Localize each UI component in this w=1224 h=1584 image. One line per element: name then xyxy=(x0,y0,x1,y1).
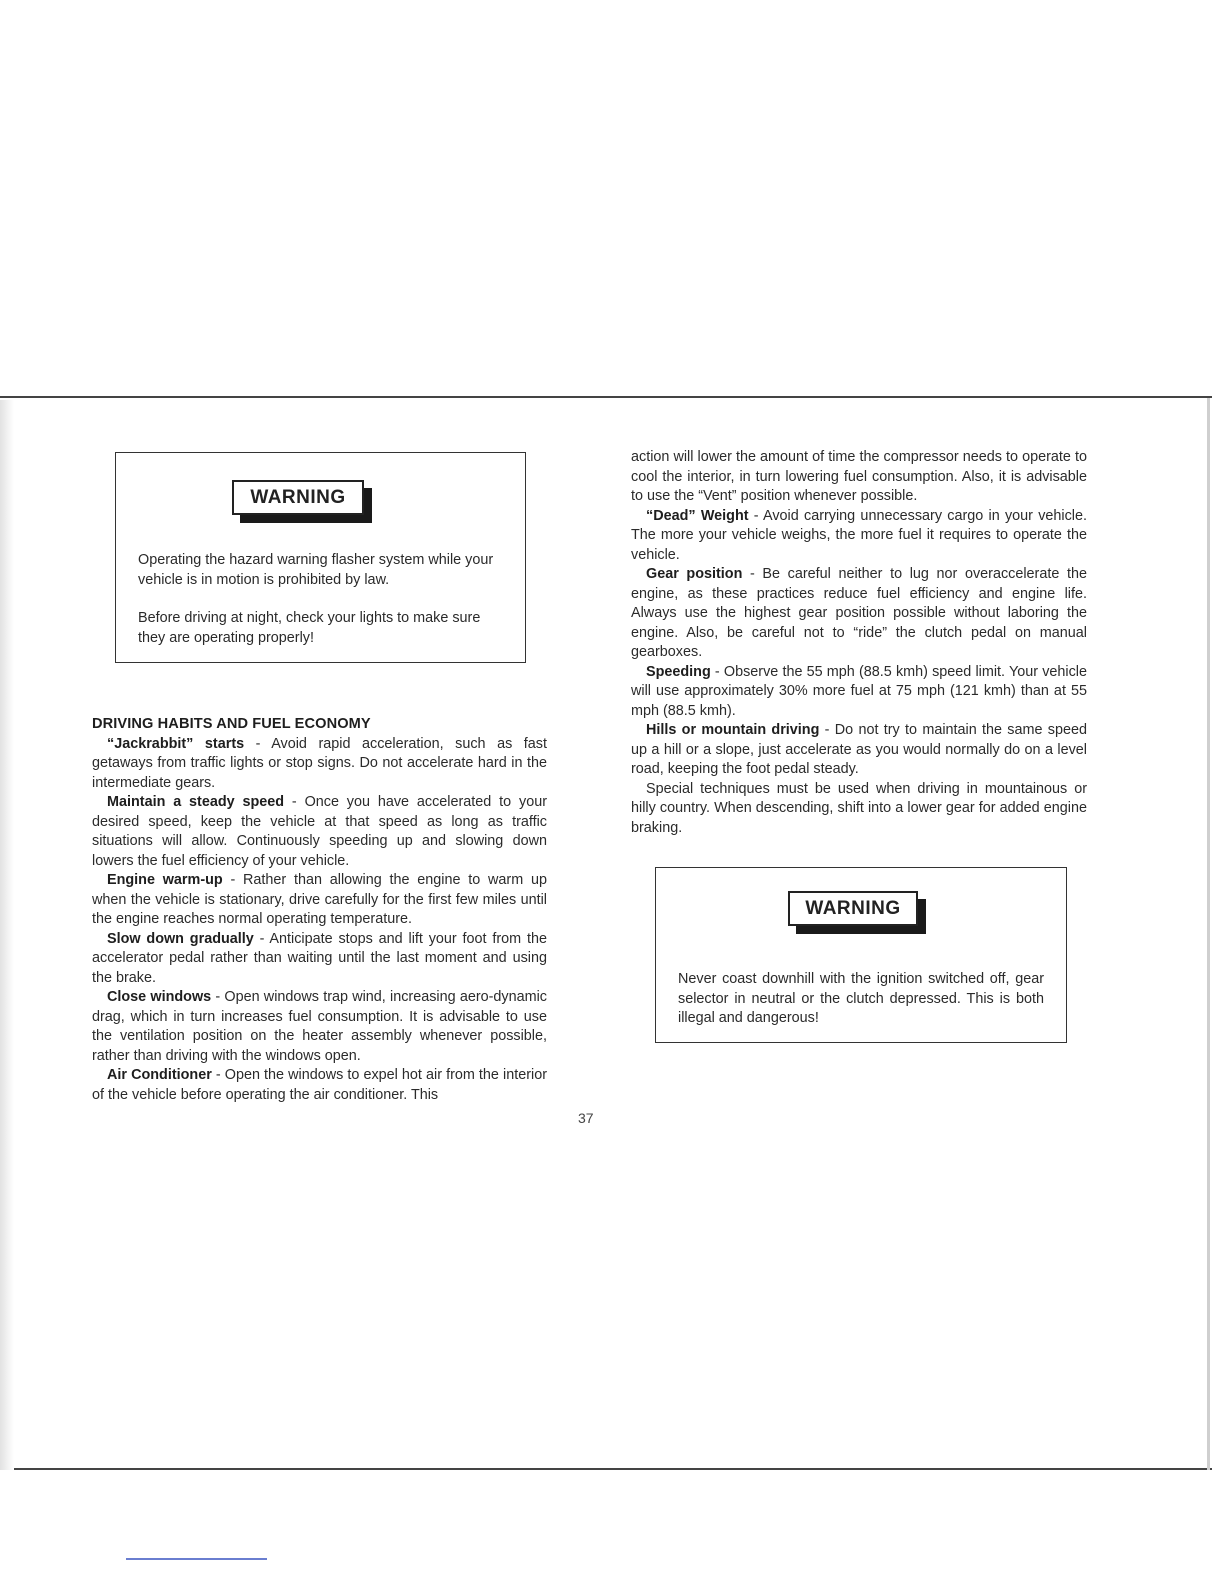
paragraph-dead-weight xyxy=(631,507,1087,566)
warning-text-coasting: Never coast downhill with the ignition switched off, gear selector in neutral or the clutch depressed. This is both illegal and dangerous! xyxy=(678,971,1044,1026)
term-label: “Jackrabbit” starts xyxy=(107,735,245,752)
footer-line xyxy=(126,1558,267,1560)
paragraph-body: - Anticipate stops and lift your foot from the accelerator pedal rather than waiting until the last moment and using the brake. xyxy=(92,930,547,986)
page-number: 37 xyxy=(578,1110,594,1126)
paragraph-slow-down xyxy=(92,930,547,989)
paragraph-body: - Rather than allowing the engine to warm up when the vehicle is stationary, drive carefully for the first few miles until the engine reaches normal operating temperature. xyxy=(92,872,547,927)
paragraph-body: - Avoid carrying unnecessary cargo in your vehicle. The more your vehicle weighs, the more fuel it requires to operate the vehicle. xyxy=(631,507,1087,563)
page-edge-right xyxy=(1207,398,1210,1470)
paragraph-body: - Observe the 55 mph (88.5 kmh) speed limit. Your vehicle will use approximately 30% more fuel at 75 mph (121 kmh) than at 55 mph (88.5 kmh). xyxy=(631,663,1087,719)
term-label: Air Conditioner xyxy=(107,1067,212,1083)
warning-badge: WARNING xyxy=(232,480,364,515)
term-label: Speeding xyxy=(646,663,711,680)
term-label: Maintain a steady speed xyxy=(107,794,285,810)
paragraph-gear-position xyxy=(631,565,1087,663)
left-column xyxy=(92,715,547,1105)
warning-box-hazard-lights xyxy=(115,452,526,663)
term-label: Slow down gradually xyxy=(107,930,254,947)
paragraph-body: - Open windows trap wind, increasing aero-dynamic drag, which in turn increases fuel consumption. It is advisable to use the ventilation position on the heater assembly whenever possible, rather than driving with the windows open. xyxy=(92,989,547,1064)
top-rule xyxy=(0,396,1212,398)
paragraph-continuation: action will lower the amount of time the compressor needs to operate to cool the interior, in turn lowering fuel consumption. Also, it is advisable to use the “Vent” position whenever possible. xyxy=(631,449,1087,504)
term-label: Engine warm-up xyxy=(107,872,223,888)
warning-text-hazard: Operating the hazard warning flasher system while your vehicle is in motion is prohibited by law. xyxy=(138,552,494,588)
paragraph-special-techniques: Special techniques must be used when driving in mountainous or hilly country. When descending, shift into a lower gear for added engine braking. xyxy=(631,780,1087,836)
term-label: “Dead” Weight xyxy=(646,507,749,524)
paragraph-engine-warm-up xyxy=(92,871,547,930)
page-edge-left xyxy=(0,400,14,1470)
term-label: Close windows xyxy=(107,989,212,1005)
paragraph-close-windows xyxy=(92,988,547,1066)
paragraph-body: - Do not try to maintain the same speed up a hill or a slope, just accelerate as you would normally do on a level road, keeping the foot pedal steady. xyxy=(631,722,1087,777)
paragraph-body: - Once you have accelerated to your desired speed, keep the vehicle at that speed as long as traffic situations will allow. Continuously speeding up and slowing down lowers the fuel efficiency of your vehicle. xyxy=(92,794,547,869)
paragraph-hills-mountain xyxy=(631,721,1087,780)
warning-box-coasting xyxy=(655,867,1067,1043)
paragraph-speeding xyxy=(631,663,1087,722)
paragraph-air-conditioner xyxy=(92,1066,547,1105)
warning-text-night-lights: Before driving at night, check your lights to make sure they are operating properly! xyxy=(138,610,481,646)
warning-badge: WARNING xyxy=(788,891,918,926)
term-label: Hills or mountain driving xyxy=(646,722,820,738)
paragraph-body: - Open the windows to expel hot air from the interior of the vehicle before operating the air conditioner. This xyxy=(92,1067,548,1103)
bottom-rule xyxy=(0,1468,1212,1470)
section-heading: DRIVING HABITS AND FUEL ECONOMY xyxy=(92,716,371,732)
term-label: Gear position xyxy=(646,566,743,582)
paragraph-steady-speed xyxy=(92,793,547,871)
right-column xyxy=(631,448,1087,838)
paragraph-body: - Avoid rapid acceleration, such as fast getaways from traffic lights or stop signs. Do not accelerate hard in the intermediate gears. xyxy=(92,735,548,791)
paragraph-jackrabbit-starts xyxy=(92,735,547,794)
paragraph-body: - Be careful neither to lug nor overaccelerate the engine, as these practices reduce fuel efficiency and engine life. Always use the highest gear position possible without laboring the engine. Also, be careful not to “ride” the clutch pedal on manual gearboxes. xyxy=(631,566,1087,660)
